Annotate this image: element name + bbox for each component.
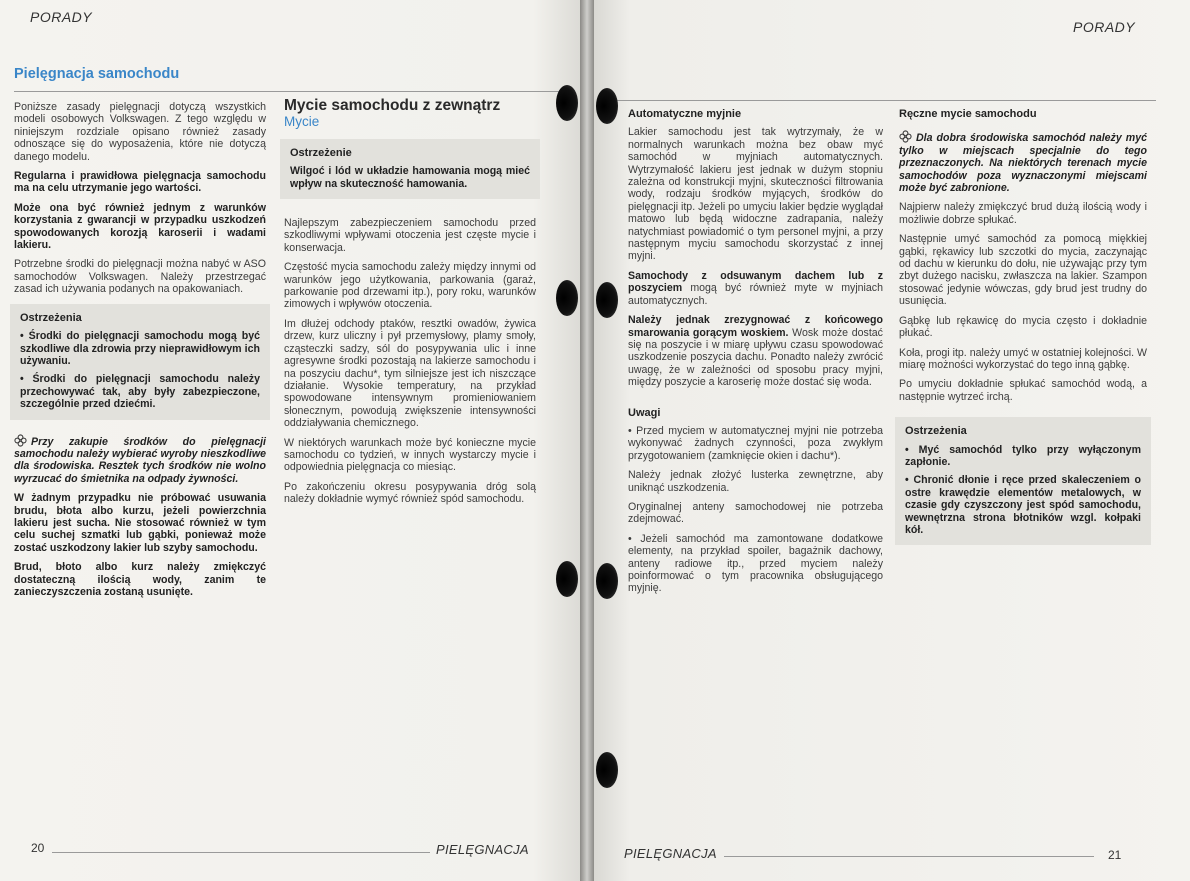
warning-item-1: • Myć samochód tylko przy wyłączonym zapłonie.	[905, 443, 1141, 468]
warning-text: Wilgoć i lód w układzie hamowania mogą mieć wpływ na skuteczność hamowania.	[290, 165, 530, 190]
heading-automatic-wash: Automatyczne myjnie	[628, 108, 742, 120]
bold-paragraph-4: Brud, błoto albo kurz należy zmiękczyć dostateczną ilością wody, zanim te zanieczyszczenia zostaną usunięte.	[14, 561, 266, 598]
binder-hole-icon	[596, 88, 618, 124]
warning-box-brakes	[280, 139, 540, 199]
binder-hole-icon	[556, 85, 578, 121]
running-head-left: PORADY	[30, 9, 93, 25]
bold-paragraph-3: W żadnym przypadku nie próbować usuwania brudu, błota albo kurzu, jeżeli powierzchnia lakieru jest sucha. Nie stosować również w tym celu suchej szmatki lub gąbki, ponieważ może zostać uszkodzony lakier lub szyby samochodu.	[14, 492, 266, 554]
subsection-subtitle: Mycie	[284, 114, 320, 130]
header-rule-left	[14, 91, 574, 92]
paragraph-2-rest: mogą być również myte w myjniach automatycznych.	[628, 282, 883, 307]
paragraph-1: Lakier samochodu jest tak wytrzymały, że w normalnych warunkach można bez obaw myć samochód w myjniach automatycznych. Wytrzymałość lakieru jest jednak w dużym stopniu zależna od konstrukcji myjni, skuteczności filtrowania wody, rodzaju środków myjących, środków do pielęgnacji itp. Jeżeli po umyciu lakier będzie wyglądał matowo lub będą widoczne zadrapania, należy natychmiast powiadomić o tym personel myjni, a przy następnym myciu samochodu skorzystać z innej myjni.	[628, 126, 883, 263]
book-gutter	[580, 0, 594, 881]
intro-paragraph: Poniższe zasady pielęgnacji dotyczą wszystkich modeli osobowych Volkswagen. Z tego względu w niniejszym rozdziale opisano również zasady odnoszące się do wyposażenia, które nie dotyczą danego modelu.	[14, 101, 266, 163]
footer-rule-left	[52, 852, 430, 853]
paragraph-3: Gąbkę lub rękawicę do mycia często i dokładnie płukać.	[899, 314, 1147, 340]
paragraph-7: • Jeżeli samochód ma zamontowane dodatkowe elementy, na przykład spoiler, bagażnik dachowy, anteny radiowe itp., przed myciem należy poinformować o tym pracownika obsługującego myjnię.	[628, 532, 883, 595]
bold-paragraph-2: Może ona być również jednym z warunków korzystania z gwarancji w przypadku uszkodzeń spowodowanych korozją karoserii i wadami lakieru.	[14, 201, 266, 252]
heading-notes: Uwagi	[628, 406, 661, 419]
subsection-title: Mycie samochodu z zewnątrz	[284, 97, 501, 114]
warning-item-2: • Środki do pielęgnacji samochodu należy przechowywać tak, aby były zabezpieczone, szczególnie przed dziećmi.	[20, 373, 260, 411]
binder-hole-icon	[596, 563, 618, 599]
paragraph-2: Następnie umyć samochód za pomocą miękkiej gąbki, rękawicy lub szczotki do mycia, zaczynając od dachu w kierunku do dołu, nie używając przy tym zbyt dużego nacisku, zwłaszcza na lakier. Szampon stosować jedynie wówczas, gdy brud jest trudny do usunięcia.	[899, 233, 1147, 308]
paragraph-4: • Przed myciem w automatycznej myjni nie potrzeba wykonywać żadnych czynności, poza zwykłym przygotowaniem (zamknięcie okien i dachu*).	[628, 424, 883, 462]
eco-flower-icon	[14, 434, 27, 447]
paragraph-2: Częstość mycia samochodu zależy między innymi od warunków jego użytkowania, parkowania (garaż, parkowanie pod drzewami itp.), pory roku, warunków zimowych i wpływów otoczenia.	[284, 261, 536, 311]
paragraph-4: Koła, progi itp. należy umyć w ostatniej kolejności. W miarę możności wykorzystać do tego inną gąbkę.	[899, 346, 1147, 371]
paragraph-3	[628, 314, 883, 388]
paragraph-3-rest: Wosk może dostać się na poszycie i w miarę upływu czasu spowodować uszkodzenie poszycia dachu. Ponadto należy zwrócić uwagę, że w zależności od sposobu pracy myjni, między poszycie a karoserię może dostać się woda.	[628, 326, 883, 389]
paragraph-6: Oryginalnej anteny samochodowej nie potrzeba zdejmować.	[628, 500, 883, 526]
left-column-1	[14, 101, 266, 605]
running-head-right: PORADY	[1073, 19, 1136, 35]
warning-box-left	[10, 304, 270, 420]
right-column-1	[628, 108, 883, 602]
warning-title: Ostrzeżenia	[905, 425, 967, 438]
warning-item-2: • Chronić dłonie i ręce przed skaleczeniem o ostre krawędzie elementów metalowych, w czasie gdy czyszczony jest spód samochodu, wewnętrzna strona błotników wzgl. kołpaki kół.	[905, 474, 1141, 536]
eco-note-left	[14, 434, 266, 486]
right-page	[594, 0, 1190, 881]
paragraph-1: Najpierw należy zmiękczyć brud dużą ilością wody i możliwie dobrze spłukać.	[899, 201, 1147, 226]
warning-item-1: • Środki do pielęgnacji samochodu mogą być szkodliwe dla zdrowia przy nieprawidłowym ich używaniu.	[20, 330, 260, 367]
paragraph-aso: Potrzebne środki do pielęgnacji można nabyć w ASO samochodów Volkswagen. Należy przestrzegać zasad ich używania podanych na opakowaniach.	[14, 258, 266, 296]
paragraph-2	[628, 270, 883, 307]
paragraph-3-bold: Należy jednak zrezygnować z końcowego smarowania gorącym woskiem.	[628, 314, 883, 339]
section-title: Pielęgnacja samochodu	[14, 66, 180, 82]
footer-rule-right	[724, 856, 1094, 857]
paragraph-5: Należy jednak złożyć lusterka zewnętrzne, aby uniknąć uszkodzenia.	[628, 469, 883, 494]
binder-hole-icon	[556, 280, 578, 316]
footer-left: PIELĘGNACJA	[436, 842, 529, 857]
footer-right: PIELĘGNACJA	[624, 846, 717, 861]
eco-text: Przy zakupie środków do pielęgnacji samochodu należy wybierać wyroby nieszkodliwe dla środowiska. Resztek tych środków nie wolno wyrzucać do śmietnika na odpady żywności.	[14, 435, 266, 485]
left-column-2	[284, 97, 536, 513]
binder-hole-icon	[596, 752, 618, 788]
warning-title: Ostrzeżenie	[290, 146, 352, 159]
paragraph-2-bold: Samochody z odsuwanym dachem lub z poszyciem	[628, 269, 883, 295]
warning-title: Ostrzeżenia	[20, 311, 82, 324]
warning-box-right	[895, 417, 1151, 545]
left-page	[0, 0, 580, 881]
paragraph-1: Najlepszym zabezpieczeniem samochodu przed szkodliwymi wpływami otoczenia jest częste mycie i konserwacja.	[284, 217, 536, 254]
paragraph-3: Im dłużej odchody ptaków, resztki owadów, żywica drzew, kurz uliczny i pył przemysłowy, plamy smoły, cząsteczki sadzy, sól do posypywania ulic i inne agresywne środki pozostają na lakierze samochodu i na poszyciu dachu*, tym silniejsze jest ich niszczące działanie. Wysokie temperatury, na przykład spowodowane intensywnym promieniowaniem słonecznym, powodują zwiększenie intensywności oddziaływania chemicznego.	[284, 317, 536, 430]
eco-note-right	[899, 130, 1147, 194]
bold-paragraph-1: Regularna i prawidłowa pielęgnacja samochodu ma na celu utrzymanie jego wartości.	[14, 170, 266, 195]
page-number-left: 20	[31, 841, 45, 855]
header-rule-right	[616, 100, 1156, 101]
eco-flower-icon	[899, 130, 912, 143]
right-column-2	[899, 108, 1147, 554]
binder-hole-icon	[556, 561, 578, 597]
eco-text: Dla dobra środowiska samochód należy myć tylko w miejscach specjalnie do tego przeznaczonych. Na niektórych terenach mycie samochodów poza wyznaczonymi miejscami może być zabronione.	[899, 132, 1147, 195]
paragraph-5: Po umyciu dokładnie spłukać samochód wodą, a następnie wytrzeć irchą.	[899, 378, 1147, 403]
paragraph-5: Po zakończeniu okresu posypywania dróg solą należy dokładnie wymyć również spód samochodu.	[284, 480, 536, 506]
binder-hole-icon	[596, 282, 618, 318]
page-number-right: 21	[1108, 848, 1122, 862]
heading-manual-wash: Ręczne mycie samochodu	[899, 108, 1037, 120]
paragraph-4: W niektórych warunkach może być konieczne mycie samochodu co tydzień, w innych wystarczy mycie i odpowiednia pielęgnacja co miesiąc.	[284, 436, 536, 474]
